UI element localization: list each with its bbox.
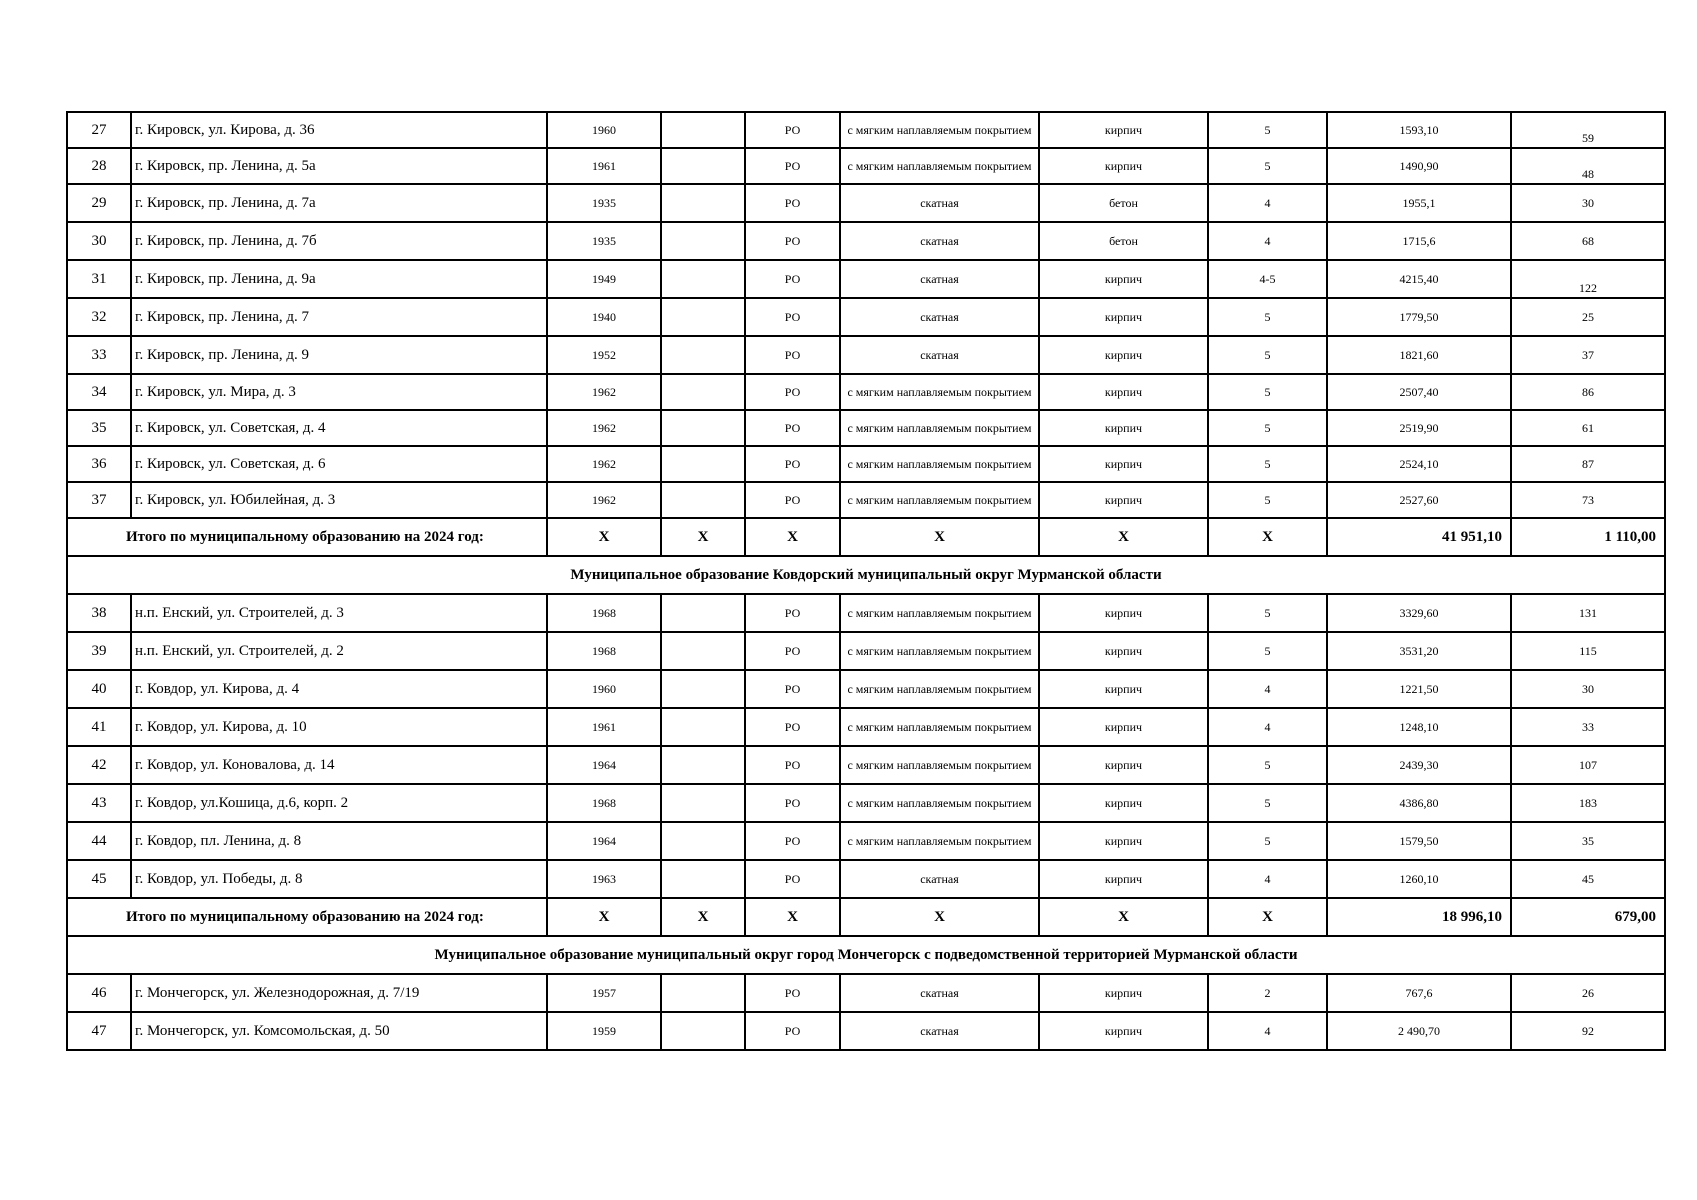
- year-cell: 1962: [547, 410, 661, 446]
- row-number-cell: 42: [67, 746, 131, 784]
- residents-cell: 131: [1511, 594, 1665, 632]
- wall-material-cell: кирпич: [1039, 784, 1208, 822]
- type-cell: РО: [745, 822, 840, 860]
- year-cell: 1935: [547, 222, 661, 260]
- total-x-cell: X: [547, 518, 661, 556]
- residents-cell: 30: [1511, 670, 1665, 708]
- address-cell: г. Ковдор, ул. Кирова, д. 4: [131, 670, 547, 708]
- residents-cell: 33: [1511, 708, 1665, 746]
- floors-cell: 5: [1208, 822, 1327, 860]
- total-area-cell: 18 996,10: [1327, 898, 1511, 936]
- total-area-cell: 41 951,10: [1327, 518, 1511, 556]
- year-cell: 1949: [547, 260, 661, 298]
- empty-cell: [661, 148, 745, 184]
- type-cell: РО: [745, 746, 840, 784]
- row-number-cell: 35: [67, 410, 131, 446]
- residents-cell: 25: [1511, 298, 1665, 336]
- table-row: [67, 974, 1665, 1012]
- table-row: [67, 482, 1665, 518]
- year-cell: 1957: [547, 974, 661, 1012]
- row-number-cell: 32: [67, 298, 131, 336]
- empty-cell: [661, 374, 745, 410]
- roof-cell: скатная: [840, 974, 1039, 1012]
- residents-cell: 73: [1511, 482, 1665, 518]
- floors-cell: 5: [1208, 336, 1327, 374]
- wall-material-cell: бетон: [1039, 222, 1208, 260]
- wall-material-cell: кирпич: [1039, 336, 1208, 374]
- row-number-cell: 41: [67, 708, 131, 746]
- empty-cell: [661, 784, 745, 822]
- row-number-cell: 38: [67, 594, 131, 632]
- table-row: [67, 594, 1665, 632]
- address-cell: г. Кировск, пр. Ленина, д. 7а: [131, 184, 547, 222]
- year-cell: 1964: [547, 746, 661, 784]
- wall-material-cell: бетон: [1039, 184, 1208, 222]
- wall-material-cell: кирпич: [1039, 632, 1208, 670]
- area-cell: 2527,60: [1327, 482, 1511, 518]
- roof-cell: с мягким наплавляемым покрытием: [840, 482, 1039, 518]
- section-header-row: [67, 936, 1665, 974]
- address-cell: г. Ковдор, пл. Ленина, д. 8: [131, 822, 547, 860]
- year-cell: 1959: [547, 1012, 661, 1050]
- total-x-cell: X: [661, 518, 745, 556]
- wall-material-cell: кирпич: [1039, 860, 1208, 898]
- empty-cell: [661, 482, 745, 518]
- roof-cell: с мягким наплавляемым покрытием: [840, 708, 1039, 746]
- floors-cell: 5: [1208, 298, 1327, 336]
- row-number-cell: 43: [67, 784, 131, 822]
- roof-cell: с мягким наплавляемым покрытием: [840, 822, 1039, 860]
- table-row: [67, 184, 1665, 222]
- empty-cell: [661, 410, 745, 446]
- empty-cell: [661, 974, 745, 1012]
- type-cell: РО: [745, 594, 840, 632]
- floors-cell: 4: [1208, 670, 1327, 708]
- municipality-title: Муниципальное образование муниципальный округ город Мончегорск с подведомственной территорией Мурманской области: [67, 936, 1665, 974]
- roof-cell: скатная: [840, 222, 1039, 260]
- empty-cell: [661, 594, 745, 632]
- wall-material-cell: кирпич: [1039, 594, 1208, 632]
- residents-cell: 107: [1511, 746, 1665, 784]
- area-cell: 1260,10: [1327, 860, 1511, 898]
- year-cell: 1964: [547, 822, 661, 860]
- area-cell: 4386,80: [1327, 784, 1511, 822]
- area-cell: 2524,10: [1327, 446, 1511, 482]
- total-x-cell: X: [661, 898, 745, 936]
- type-cell: РО: [745, 974, 840, 1012]
- floors-cell: 4: [1208, 860, 1327, 898]
- residents-cell: 37: [1511, 336, 1665, 374]
- roof-cell: скатная: [840, 860, 1039, 898]
- wall-material-cell: кирпич: [1039, 974, 1208, 1012]
- type-cell: РО: [745, 298, 840, 336]
- table-row: [67, 708, 1665, 746]
- residents-cell: 92: [1511, 1012, 1665, 1050]
- total-residents-cell: 1 110,00: [1511, 518, 1665, 556]
- address-cell: г. Ковдор, ул. Коновалова, д. 14: [131, 746, 547, 784]
- total-x-cell: X: [840, 518, 1039, 556]
- empty-cell: [661, 1012, 745, 1050]
- total-x-cell: X: [1208, 518, 1327, 556]
- roof-cell: скатная: [840, 184, 1039, 222]
- registry-sheet: [66, 111, 1666, 1051]
- residents-cell: 61: [1511, 410, 1665, 446]
- table-row: [67, 148, 1665, 184]
- table-body: [67, 112, 1665, 1050]
- roof-cell: с мягким наплавляемым покрытием: [840, 632, 1039, 670]
- year-cell: 1960: [547, 112, 661, 148]
- type-cell: РО: [745, 446, 840, 482]
- empty-cell: [661, 446, 745, 482]
- address-cell: г. Мончегорск, ул. Комсомольская, д. 50: [131, 1012, 547, 1050]
- wall-material-cell: кирпич: [1039, 298, 1208, 336]
- floors-cell: 2: [1208, 974, 1327, 1012]
- floors-cell: 5: [1208, 632, 1327, 670]
- total-x-cell: X: [1039, 898, 1208, 936]
- wall-material-cell: кирпич: [1039, 260, 1208, 298]
- table-row: [67, 860, 1665, 898]
- total-x-cell: X: [840, 898, 1039, 936]
- table-row: [67, 112, 1665, 148]
- roof-cell: с мягким наплавляемым покрытием: [840, 410, 1039, 446]
- residents-cell: 68: [1511, 222, 1665, 260]
- year-cell: 1962: [547, 374, 661, 410]
- roof-cell: скатная: [840, 336, 1039, 374]
- address-cell: г. Ковдор, ул. Победы, д. 8: [131, 860, 547, 898]
- floors-cell: 5: [1208, 784, 1327, 822]
- type-cell: РО: [745, 410, 840, 446]
- table-row: [67, 446, 1665, 482]
- table-row: [67, 746, 1665, 784]
- residents-cell: 183: [1511, 784, 1665, 822]
- floors-cell: 5: [1208, 594, 1327, 632]
- row-number-cell: 33: [67, 336, 131, 374]
- total-x-cell: X: [745, 898, 840, 936]
- wall-material-cell: кирпич: [1039, 112, 1208, 148]
- area-cell: 4215,40: [1327, 260, 1511, 298]
- floors-cell: 5: [1208, 112, 1327, 148]
- area-cell: 1593,10: [1327, 112, 1511, 148]
- residents-cell: 115: [1511, 632, 1665, 670]
- empty-cell: [661, 632, 745, 670]
- roof-cell: с мягким наплавляемым покрытием: [840, 594, 1039, 632]
- roof-cell: с мягким наплавляемым покрытием: [840, 670, 1039, 708]
- table-row: [67, 822, 1665, 860]
- empty-cell: [661, 860, 745, 898]
- year-cell: 1962: [547, 446, 661, 482]
- address-cell: г. Кировск, пр. Ленина, д. 7: [131, 298, 547, 336]
- roof-cell: с мягким наплавляемым покрытием: [840, 746, 1039, 784]
- empty-cell: [661, 336, 745, 374]
- address-cell: г. Кировск, пр. Ленина, д. 7б: [131, 222, 547, 260]
- floors-cell: 5: [1208, 374, 1327, 410]
- empty-cell: [661, 298, 745, 336]
- wall-material-cell: кирпич: [1039, 148, 1208, 184]
- area-cell: 2439,30: [1327, 746, 1511, 784]
- year-cell: 1968: [547, 784, 661, 822]
- area-cell: 1821,60: [1327, 336, 1511, 374]
- residents-cell: 48: [1511, 148, 1665, 184]
- table-row: [67, 632, 1665, 670]
- roof-cell: с мягким наплавляемым покрытием: [840, 784, 1039, 822]
- wall-material-cell: кирпич: [1039, 410, 1208, 446]
- address-cell: г. Ковдор, ул. Кирова, д. 10: [131, 708, 547, 746]
- empty-cell: [661, 222, 745, 260]
- residents-cell: 122: [1511, 260, 1665, 298]
- year-cell: 1952: [547, 336, 661, 374]
- residents-cell: 87: [1511, 446, 1665, 482]
- area-cell: 1221,50: [1327, 670, 1511, 708]
- address-cell: г. Ковдор, ул.Кошица, д.6, корп. 2: [131, 784, 547, 822]
- table-row: [67, 298, 1665, 336]
- municipality-title: Муниципальное образование Ковдорский муниципальный округ Мурманской области: [67, 556, 1665, 594]
- empty-cell: [661, 184, 745, 222]
- type-cell: РО: [745, 222, 840, 260]
- row-number-cell: 37: [67, 482, 131, 518]
- area-cell: 2 490,70: [1327, 1012, 1511, 1050]
- roof-cell: с мягким наплавляемым покрытием: [840, 446, 1039, 482]
- roof-cell: с мягким наплавляемым покрытием: [840, 374, 1039, 410]
- wall-material-cell: кирпич: [1039, 670, 1208, 708]
- residents-cell: 86: [1511, 374, 1665, 410]
- floors-cell: 5: [1208, 482, 1327, 518]
- roof-cell: с мягким наплавляемым покрытием: [840, 148, 1039, 184]
- row-number-cell: 27: [67, 112, 131, 148]
- floors-cell: 5: [1208, 410, 1327, 446]
- empty-cell: [661, 112, 745, 148]
- area-cell: 1579,50: [1327, 822, 1511, 860]
- type-cell: РО: [745, 784, 840, 822]
- housing-registry-table: [66, 111, 1666, 1051]
- year-cell: 1962: [547, 482, 661, 518]
- floors-cell: 4: [1208, 1012, 1327, 1050]
- row-number-cell: 28: [67, 148, 131, 184]
- row-number-cell: 39: [67, 632, 131, 670]
- type-cell: РО: [745, 708, 840, 746]
- total-label: Итого по муниципальному образованию на 2024 год:: [67, 898, 547, 936]
- row-number-cell: 45: [67, 860, 131, 898]
- type-cell: РО: [745, 670, 840, 708]
- type-cell: РО: [745, 184, 840, 222]
- type-cell: РО: [745, 374, 840, 410]
- area-cell: 1715,6: [1327, 222, 1511, 260]
- table-row: [67, 784, 1665, 822]
- area-cell: 767,6: [1327, 974, 1511, 1012]
- row-number-cell: 40: [67, 670, 131, 708]
- type-cell: РО: [745, 482, 840, 518]
- type-cell: РО: [745, 632, 840, 670]
- type-cell: РО: [745, 112, 840, 148]
- year-cell: 1960: [547, 670, 661, 708]
- area-cell: 3329,60: [1327, 594, 1511, 632]
- year-cell: 1935: [547, 184, 661, 222]
- address-cell: г. Кировск, ул. Советская, д. 6: [131, 446, 547, 482]
- row-number-cell: 31: [67, 260, 131, 298]
- row-number-cell: 29: [67, 184, 131, 222]
- floors-cell: 4: [1208, 222, 1327, 260]
- total-row: [67, 518, 1665, 556]
- type-cell: РО: [745, 260, 840, 298]
- wall-material-cell: кирпич: [1039, 708, 1208, 746]
- residents-cell: 30: [1511, 184, 1665, 222]
- area-cell: 1779,50: [1327, 298, 1511, 336]
- wall-material-cell: кирпич: [1039, 482, 1208, 518]
- address-cell: г. Кировск, ул. Юбилейная, д. 3: [131, 482, 547, 518]
- year-cell: 1961: [547, 148, 661, 184]
- wall-material-cell: кирпич: [1039, 374, 1208, 410]
- table-row: [67, 336, 1665, 374]
- row-number-cell: 46: [67, 974, 131, 1012]
- area-cell: 3531,20: [1327, 632, 1511, 670]
- empty-cell: [661, 822, 745, 860]
- floors-cell: 4: [1208, 184, 1327, 222]
- area-cell: 2507,40: [1327, 374, 1511, 410]
- total-x-cell: X: [745, 518, 840, 556]
- area-cell: 1955,1: [1327, 184, 1511, 222]
- row-number-cell: 34: [67, 374, 131, 410]
- section-header-row: [67, 556, 1665, 594]
- empty-cell: [661, 746, 745, 784]
- type-cell: РО: [745, 1012, 840, 1050]
- row-number-cell: 30: [67, 222, 131, 260]
- floors-cell: 5: [1208, 446, 1327, 482]
- residents-cell: 26: [1511, 974, 1665, 1012]
- table-row: [67, 1012, 1665, 1050]
- total-residents-cell: 679,00: [1511, 898, 1665, 936]
- total-label: Итого по муниципальному образованию на 2024 год:: [67, 518, 547, 556]
- roof-cell: скатная: [840, 1012, 1039, 1050]
- table-row: [67, 222, 1665, 260]
- table-row: [67, 374, 1665, 410]
- residents-cell: 45: [1511, 860, 1665, 898]
- area-cell: 2519,90: [1327, 410, 1511, 446]
- empty-cell: [661, 708, 745, 746]
- wall-material-cell: кирпич: [1039, 822, 1208, 860]
- roof-cell: скатная: [840, 298, 1039, 336]
- empty-cell: [661, 260, 745, 298]
- address-cell: г. Кировск, пр. Ленина, д. 5а: [131, 148, 547, 184]
- floors-cell: 5: [1208, 148, 1327, 184]
- address-cell: н.п. Енский, ул. Строителей, д. 3: [131, 594, 547, 632]
- floors-cell: 5: [1208, 746, 1327, 784]
- residents-cell: 35: [1511, 822, 1665, 860]
- address-cell: г. Мончегорск, ул. Железнодорожная, д. 7/19: [131, 974, 547, 1012]
- address-cell: г. Кировск, ул. Советская, д. 4: [131, 410, 547, 446]
- total-x-cell: X: [547, 898, 661, 936]
- floors-cell: 4-5: [1208, 260, 1327, 298]
- type-cell: РО: [745, 336, 840, 374]
- floors-cell: 4: [1208, 708, 1327, 746]
- wall-material-cell: кирпич: [1039, 746, 1208, 784]
- year-cell: 1968: [547, 632, 661, 670]
- row-number-cell: 47: [67, 1012, 131, 1050]
- address-cell: г. Кировск, пр. Ленина, д. 9: [131, 336, 547, 374]
- wall-material-cell: кирпич: [1039, 446, 1208, 482]
- year-cell: 1963: [547, 860, 661, 898]
- empty-cell: [661, 670, 745, 708]
- total-x-cell: X: [1039, 518, 1208, 556]
- table-row: [67, 410, 1665, 446]
- area-cell: 1248,10: [1327, 708, 1511, 746]
- wall-material-cell: кирпич: [1039, 1012, 1208, 1050]
- table-row: [67, 670, 1665, 708]
- year-cell: 1940: [547, 298, 661, 336]
- table-row: [67, 260, 1665, 298]
- type-cell: РО: [745, 148, 840, 184]
- total-x-cell: X: [1208, 898, 1327, 936]
- total-row: [67, 898, 1665, 936]
- year-cell: 1968: [547, 594, 661, 632]
- roof-cell: скатная: [840, 260, 1039, 298]
- address-cell: г. Кировск, ул. Кирова, д. 36: [131, 112, 547, 148]
- row-number-cell: 44: [67, 822, 131, 860]
- address-cell: н.п. Енский, ул. Строителей, д. 2: [131, 632, 547, 670]
- year-cell: 1961: [547, 708, 661, 746]
- address-cell: г. Кировск, ул. Мира, д. 3: [131, 374, 547, 410]
- row-number-cell: 36: [67, 446, 131, 482]
- type-cell: РО: [745, 860, 840, 898]
- area-cell: 1490,90: [1327, 148, 1511, 184]
- residents-cell: 59: [1511, 112, 1665, 148]
- address-cell: г. Кировск, пр. Ленина, д. 9а: [131, 260, 547, 298]
- roof-cell: с мягким наплавляемым покрытием: [840, 112, 1039, 148]
